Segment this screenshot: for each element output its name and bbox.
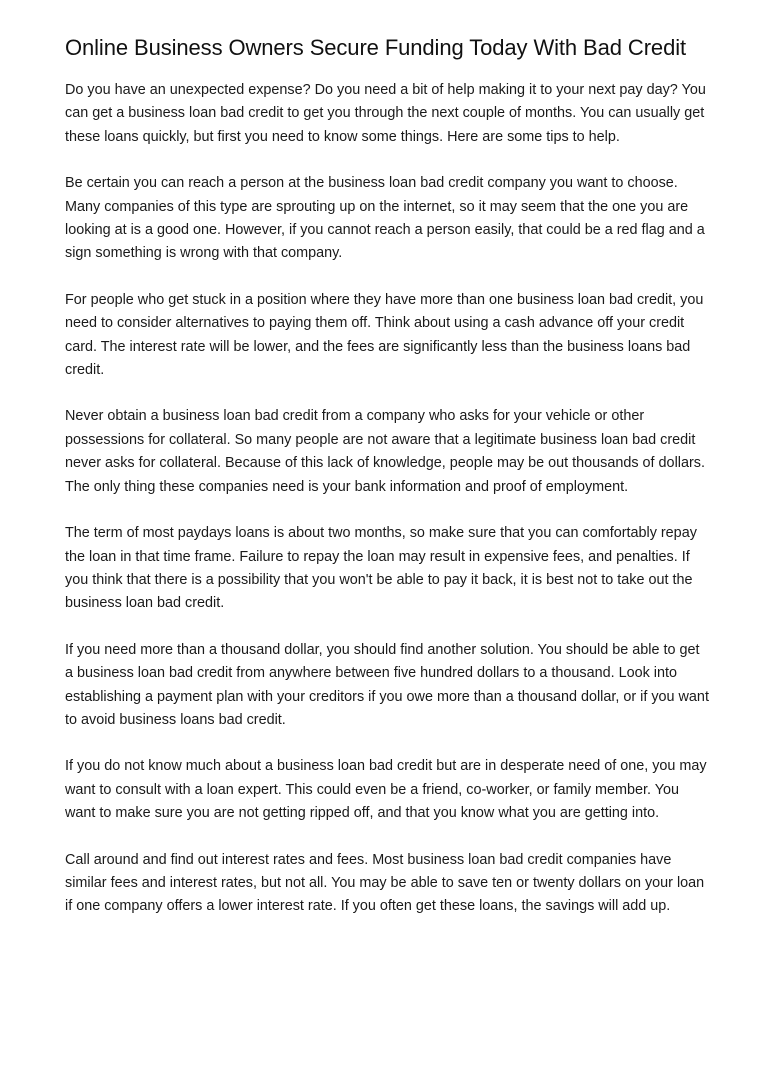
paragraph-amount: If you need more than a thousand dollar, you should find another solution. You should be able to get a business loan bad credit from anywhere between five hundred dollars to a thousand. Look into establishing a payment plan with your creditors if you owe more than a thousand dollar, or if you want to avoid business loans bad credit. [65, 641, 709, 728]
paragraph-collateral: Never obtain a business loan bad credit from a company who asks for your vehicle or other possessions for collateral. So many people are not aware that a legitimate business loan bad credit never asks for collateral. Because of this lack of knowledge, people may be out thousands of dollars. The only thing these companies need is your bank information and proof of employment. [65, 408, 705, 495]
paragraph-interest-rates: Call around and find out interest rates and fees. Most business loan bad credit companies have similar fees and interest rates, but not all. You may be able to save ten or twenty dollars on your loan if one company offers a lower interest rate. If you often get these loans, the savings will add up. [65, 851, 705, 915]
paragraph-loan-term: The term of most paydays loans is about two months, so make sure that you can comfortably repay the loan in that time frame. Failure to repay the loan may result in expensive fees, and penalties. If you think that there is a possibility that you won't be able to pay it back, it is best not to take out the business loan bad credit. [65, 525, 697, 612]
paragraph-alternatives: For people who get stuck in a position where they have more than one business loan bad credit, you need to consider alternatives to paying them off. Think about using a cash advance off your credit card. The interest rate will be lower, and the fees are significantly less than the business loans bad credit. [65, 291, 704, 379]
page-title: Online Business Owners Secure Funding Today With Bad Credit [65, 35, 687, 60]
paragraph-loan-expert: If you do not know much about a business loan bad credit but are in desperate need of one, you may want to consult with a loan expert. This could even be a friend, co-worker, or family member. You want to make sure you are not getting ripped off, and that you know what you are getting into. [65, 758, 707, 822]
document-page [65, 36, 710, 942]
paragraph-intro: Do you have an unexpected expense? Do you need a bit of help making it to your next pay day? You can get a business loan bad credit to get you through the next couple of months. You can usually get these loans quickly, but first you need to know some things. Here are some tips to help. [65, 82, 706, 145]
paragraph-reach-person: Be certain you can reach a person at the business loan bad credit company you want to choose. Many companies of this type are sprouting up on the internet, so it may seem that the one you are looking at is a good one. However, if you cannot reach a person easily, that could be a red flag and a sign something is wrong with that company. [65, 175, 705, 262]
